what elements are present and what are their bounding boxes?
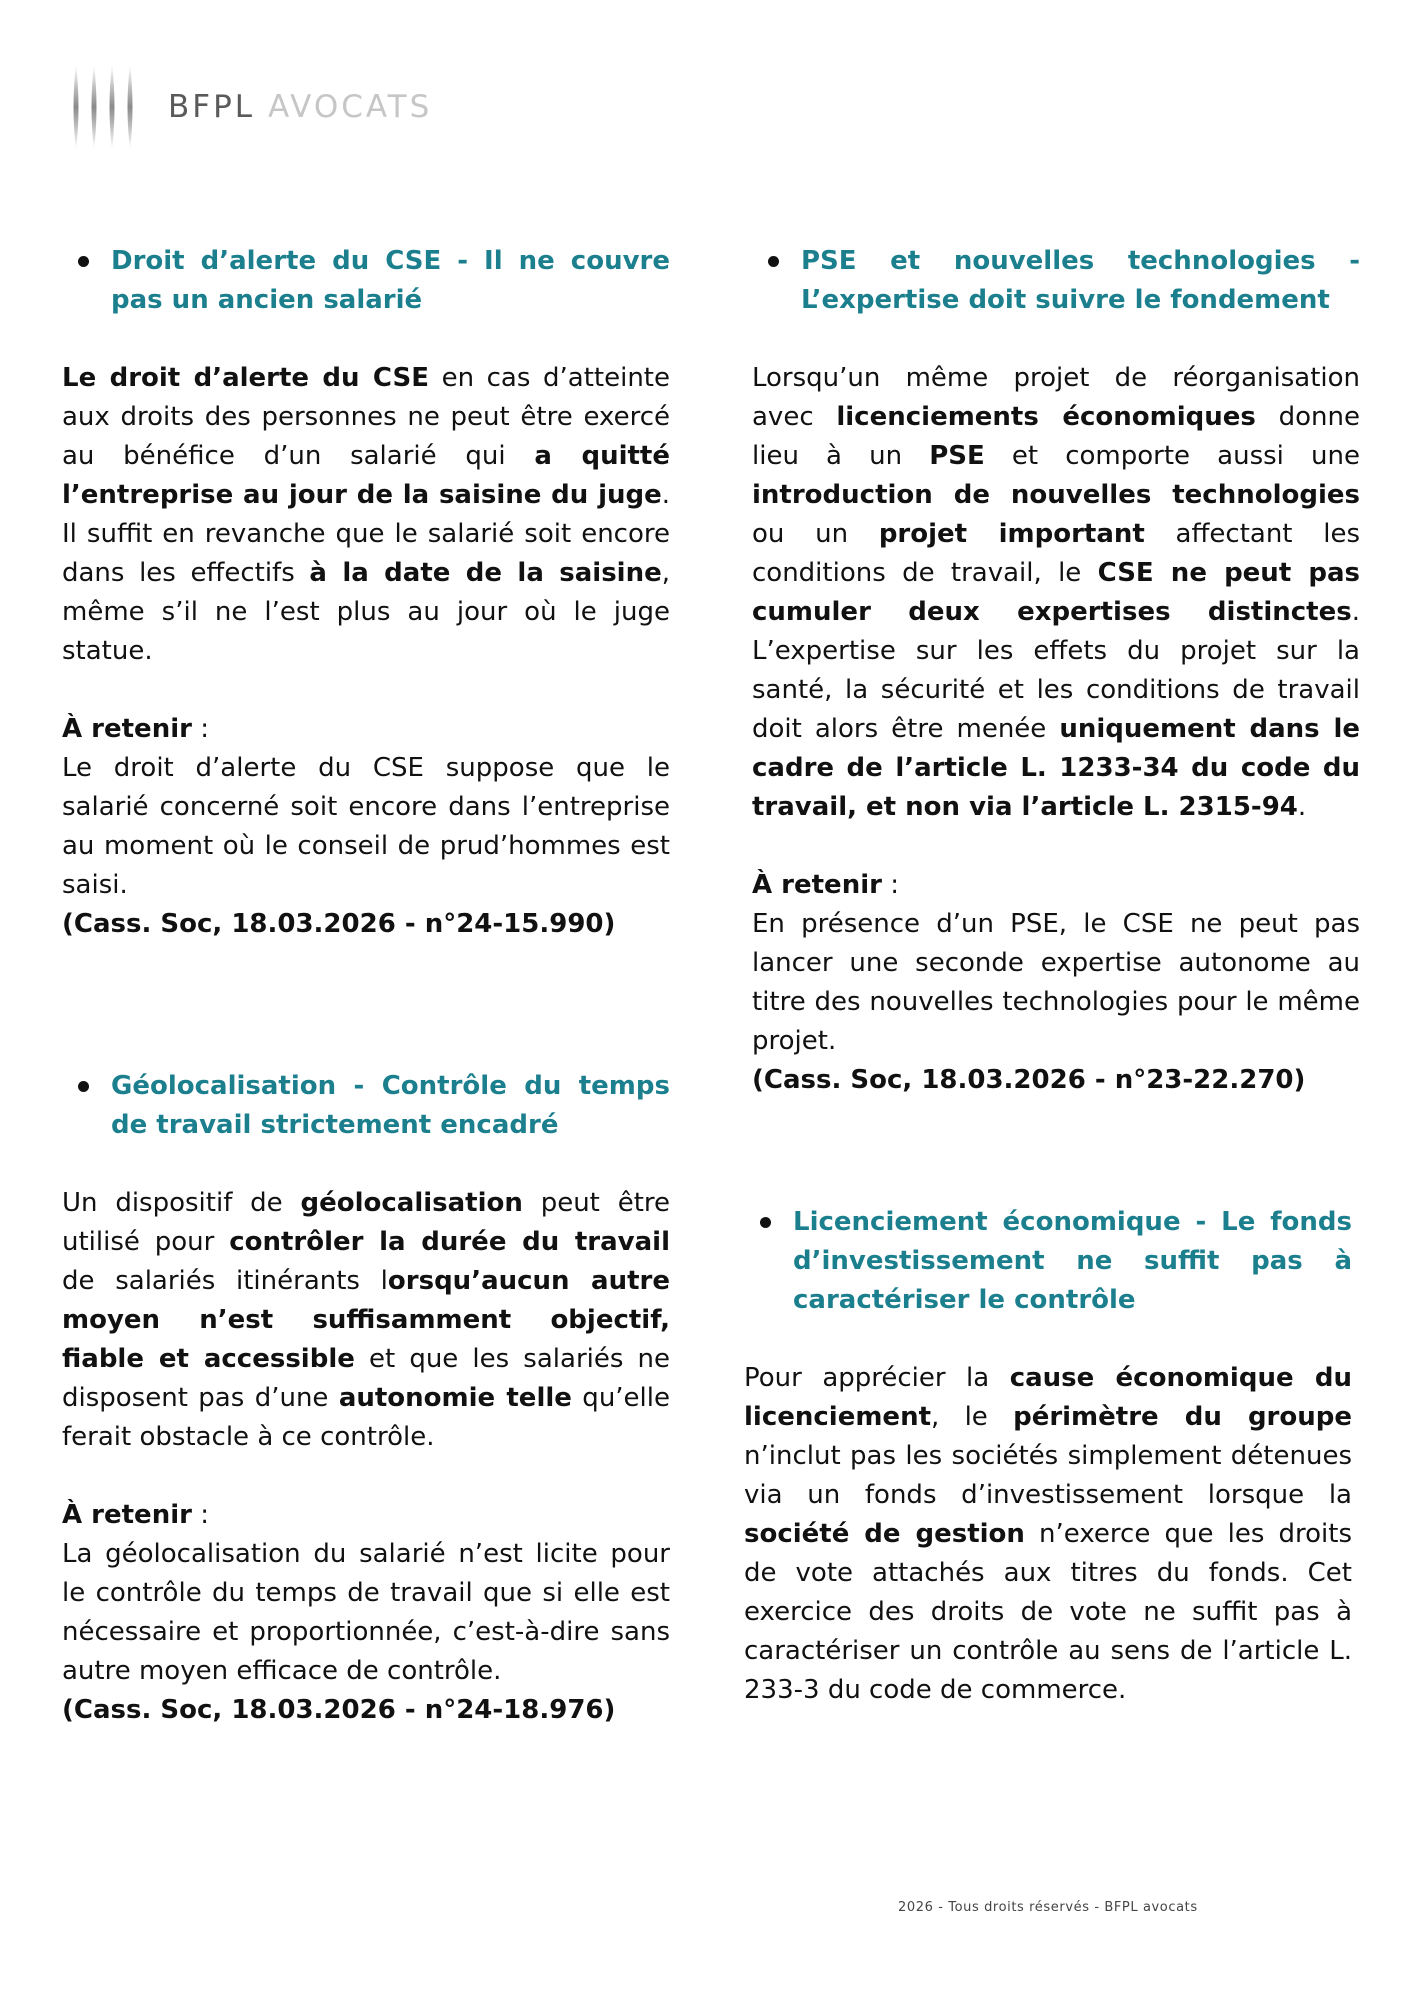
section-body: Un dispositif de géolocalisation peut être utilisé pour contrôler la durée du travail de salariés itinérants lorsqu’aucun autre moyen n’est suffisamment objectif, fiable et accessible et que les salariés ne disposent pas d’une autonomie telle qu’elle ferait obstacle à ce contrôle. — [62, 1188, 670, 1452]
retenir-text: Le droit d’alerte du CSE suppose que le salarié concerné soit encore dans l’entreprise au moment où le conseil de prud’hommes est saisi. — [62, 753, 670, 900]
section-body: Pour apprécier la cause économique du licenciement, le périmètre du groupe n’inclut pas les sociétés simplement détenues via un fonds d’investissement lorsque la société de gestion n’exerce que les droits de vote attachés aux titres du fonds. Cet exercice des droits de vote ne suffit pas à caractériser un contrôle au sens de l’article L. 233-3 du code de commerce. — [744, 1363, 1352, 1705]
logo-wordmark — [168, 89, 432, 125]
logo-suffix: AVOCATS — [267, 89, 433, 125]
bullet-icon — [78, 256, 89, 267]
retenir-label: À retenir : — [62, 1500, 209, 1530]
logo-mark-icon — [70, 62, 140, 152]
case-reference: (Cass. Soc, 18.03.2026 - n°23-22.270) — [752, 1065, 1306, 1095]
footer-copyright: 2026 - Tous droits réservés - BFPL avocats — [898, 1900, 1198, 1915]
section-title: Géolocalisation - Contrôle du temps de travail strictement encadré — [111, 1071, 670, 1140]
logo-brand: BFPL — [168, 89, 256, 125]
section-droit-alerte — [62, 242, 670, 944]
section-body: Lorsqu’un même projet de réorganisation avec licenciements économiques donne lieu à un PSE et comporte aussi une introduction de nouvelles technologies ou un projet important affectant les conditions de travail, le CSE ne peut pas cumuler deux expertises distinctes. L’expertise sur les effets du projet sur la santé, la sécurité et les conditions de travail doit alors être menée uniquement dans le cadre de l’article L. 1233-34 du code du travail, et non via l’article L. 2315-94. — [752, 363, 1360, 822]
case-reference: (Cass. Soc, 18.03.2026 - n°24-15.990) — [62, 909, 616, 939]
section-title: Droit d’alerte du CSE - Il ne couvre pas un ancien salarié — [111, 246, 670, 315]
bullet-icon — [760, 1217, 771, 1228]
bullet-icon — [768, 256, 779, 267]
bullet-icon — [78, 1081, 89, 1092]
section-licenciement-economique — [744, 1203, 1352, 1710]
retenir-text: En présence d’un PSE, le CSE ne peut pas lancer une seconde expertise autonome au titre des nouvelles technologies pour le même projet. — [752, 909, 1360, 1056]
section-heading — [744, 1203, 1352, 1320]
section-heading — [62, 242, 670, 320]
logo — [70, 62, 432, 152]
case-reference: (Cass. Soc, 18.03.2026 - n°24-18.976) — [62, 1695, 616, 1725]
section-title: PSE et nouvelles technologies - L’expertise doit suivre le fondement — [801, 246, 1360, 315]
retenir-text: La géolocalisation du salarié n’est licite pour le contrôle du temps de travail que si elle est nécessaire et proportionnée, c’est-à-dire sans autre moyen efficace de contrôle. — [62, 1539, 670, 1686]
section-title: Licenciement économique - Le fonds d’investissement ne suffit pas à caractériser le contrôle — [793, 1207, 1352, 1315]
section-heading — [752, 242, 1360, 320]
section-heading — [62, 1067, 670, 1145]
section-pse-technologies — [752, 242, 1360, 1100]
retenir-label: À retenir : — [62, 714, 209, 744]
section-geolocalisation — [62, 1067, 670, 1730]
retenir-label: À retenir : — [752, 870, 899, 900]
section-body: Le droit d’alerte du CSE en cas d’atteinte aux droits des personnes ne peut être exercé au bénéfice d’un salarié qui a quitté l’entreprise au jour de la saisine du juge. Il suffit en revanche que le salarié soit encore dans les effectifs à la date de la saisine, même s’il ne l’est plus au jour où le juge statue. — [62, 363, 670, 666]
